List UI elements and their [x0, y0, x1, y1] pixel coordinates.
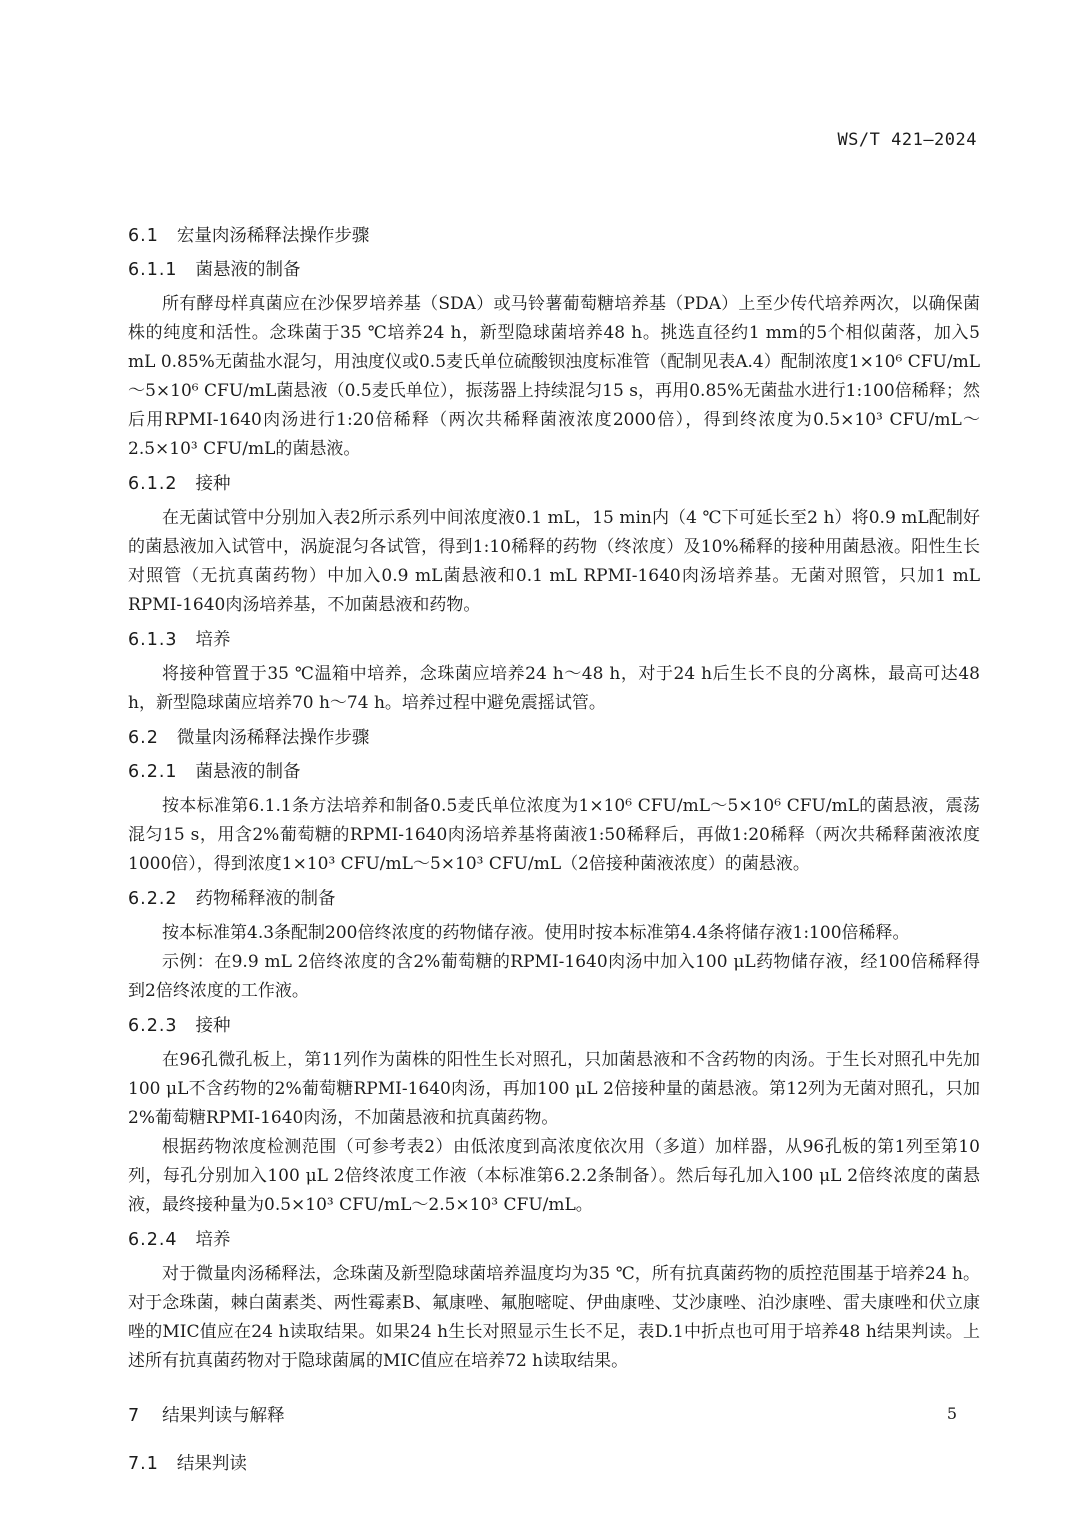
section-heading: [128, 470, 980, 498]
section-number: 6.1.1: [128, 260, 178, 280]
section-number: 6.1.2: [128, 474, 178, 494]
section-heading: [128, 1012, 980, 1040]
section-heading: [128, 1226, 980, 1254]
paragraph: 按本标准第4.3条配制200倍终浓度的药物储存液。使用时按本标准第4.4条将储存液1:100倍稀释。: [162, 923, 910, 943]
section-number: 7.1: [128, 1454, 159, 1474]
section-heading: [128, 256, 980, 284]
paragraph: 按本标准第6.1.1条方法培养和制备0.5麦氏单位浓度为1×10⁶ CFU/mL～5×10⁶ CFU/mL的菌悬液，震荡混匀15 s，用含2%葡萄糖的RPMI-1640肉汤培养基将菌液1:50稀释后，再做1:20稀释（两次共稀释菌液浓度1000倍），得到浓度1×10³ CFU/mL～5×10³ CFU/mL（2倍接种菌液浓度）的菌悬液。: [128, 796, 980, 874]
section-number: 7: [128, 1406, 141, 1426]
paragraph: 根据药物浓度检测范围（可参考表2）由低浓度到高浓度依次用（多道）加样器，从96孔板的第1列至第10列，每孔分别加入100 μL 2倍终浓度工作液（本标准第6.2.2条制备）。然后每孔加入100 μL 2倍终浓度的菌悬液，最终接种量为0.5×10³ CFU/mL～2.5×10³ CFU/mL。: [128, 1137, 980, 1215]
section-number: 6.2: [128, 728, 159, 748]
section-title: 药物稀释液的制备: [195, 889, 336, 909]
document-body: [128, 216, 980, 1484]
section-heading: [128, 222, 980, 250]
section-title: 宏量肉汤稀释法操作步骤: [176, 226, 370, 246]
section-title: 培养: [195, 1230, 231, 1250]
section-heading: [128, 724, 980, 752]
paragraph: 示例：在9.9 mL 2倍终浓度的含2%葡萄糖的RPMI-1640肉汤中加入100 μL药物储存液，经100倍稀释得到2倍终浓度的工作液。: [128, 952, 980, 1001]
paragraph: 在无菌试管中分别加入表2所示系列中间浓度液0.1 mL，15 min内（4 ℃下可延长至2 h）将0.9 mL配制好的菌悬液加入试管中，涡旋混匀各试管，得到1:10稀释的药物（终浓度）及10%稀释的接种用菌悬液。阳性生长对照管（无抗真菌药物）中加入0.9 mL菌悬液和0.1 mL RPMI-1640肉汤培养基。无菌对照管，只加1 mL RPMI-1640肉汤培养基，不加菌悬液和药物。: [128, 508, 980, 615]
section-number: 6.1.3: [128, 630, 178, 650]
section-heading: [128, 626, 980, 654]
paragraph: 所有酵母样真菌应在沙保罗培养基（SDA）或马铃薯葡萄糖培养基（PDA）上至少传代培养两次，以确保菌株的纯度和活性。念珠菌于35 ℃培养24 h，新型隐球菌培养48 h。挑选直径约1 mm的5个相似菌落，加入5 mL 0.85%无菌盐水混匀，用浊度仪或0.5麦氏单位硫酸钡浊度标准管（配制见表A.4）配制浓度1×10⁶ CFU/mL～5×10⁶ CFU/mL菌悬液（0.5麦氏单位），振荡器上持续混匀15 s，再用0.85%无菌盐水进行1:100倍稀释；然后用RPMI-1640肉汤进行1:20倍稀释（两次共稀释菌液浓度2000倍），得到终浓度为0.5×10³ CFU/mL～2.5×10³ CFU/mL的菌悬液。: [128, 294, 980, 459]
section-title: 菌悬液的制备: [195, 762, 301, 782]
paragraph: 将接种管置于35 ℃温箱中培养，念珠菌应培养24 h～48 h，对于24 h后生长不良的分离株，最高可达48 h，新型隐球菌应培养70 h～74 h。培养过程中避免震摇试管。: [128, 664, 980, 713]
paragraph: 在96孔微孔板上，第11列作为菌株的阳性生长对照孔，只加菌悬液和不含药物的肉汤。于生长对照孔中先加100 μL不含药物的2%葡萄糖RPMI-1640肉汤，再加100 μL 2倍接种量的菌悬液。第12列为无菌对照孔，只加2%葡萄糖RPMI-1640肉汤，不加菌悬液和抗真菌药物。: [128, 1050, 980, 1128]
section-title: 接种: [195, 474, 231, 494]
section-heading: [128, 885, 980, 913]
section-heading: [128, 758, 980, 786]
section-title: 微量肉汤稀释法操作步骤: [176, 728, 370, 748]
section-number: 6.2.4: [128, 1230, 178, 1250]
section-title: 结果判读: [176, 1454, 247, 1474]
section-heading: [128, 1402, 980, 1430]
document-code: WS/T 421—2024: [837, 130, 977, 150]
paragraph: 对于微量肉汤稀释法，念珠菌及新型隐球菌培养温度均为35 ℃，所有抗真菌药物的质控范围基于培养24 h。对于念珠菌，棘白菌素类、两性霉素B、氟康唑、氟胞嘧啶、伊曲康唑、艾沙康唑、泊沙康唑、雷夫康唑和伏立康唑的MIC值应在24 h读取结果。如果24 h生长对照显示生长不足，表D.1中折点也可用于培养48 h结果判读。上述所有抗真菌药物对于隐球菌属的MIC值应在培养72 h读取结果。: [128, 1264, 980, 1371]
section-number: 6.2.1: [128, 762, 178, 782]
section-title: 结果判读与解释: [162, 1406, 285, 1426]
section-number: 6.2.2: [128, 889, 178, 909]
section-number: 6.2.3: [128, 1016, 178, 1036]
section-title: 接种: [195, 1016, 231, 1036]
section-title: 培养: [195, 630, 231, 650]
section-heading: [128, 1450, 980, 1478]
section-number: 6.1: [128, 226, 159, 246]
page-number: 5: [946, 1404, 957, 1423]
section-title: 菌悬液的制备: [195, 260, 301, 280]
